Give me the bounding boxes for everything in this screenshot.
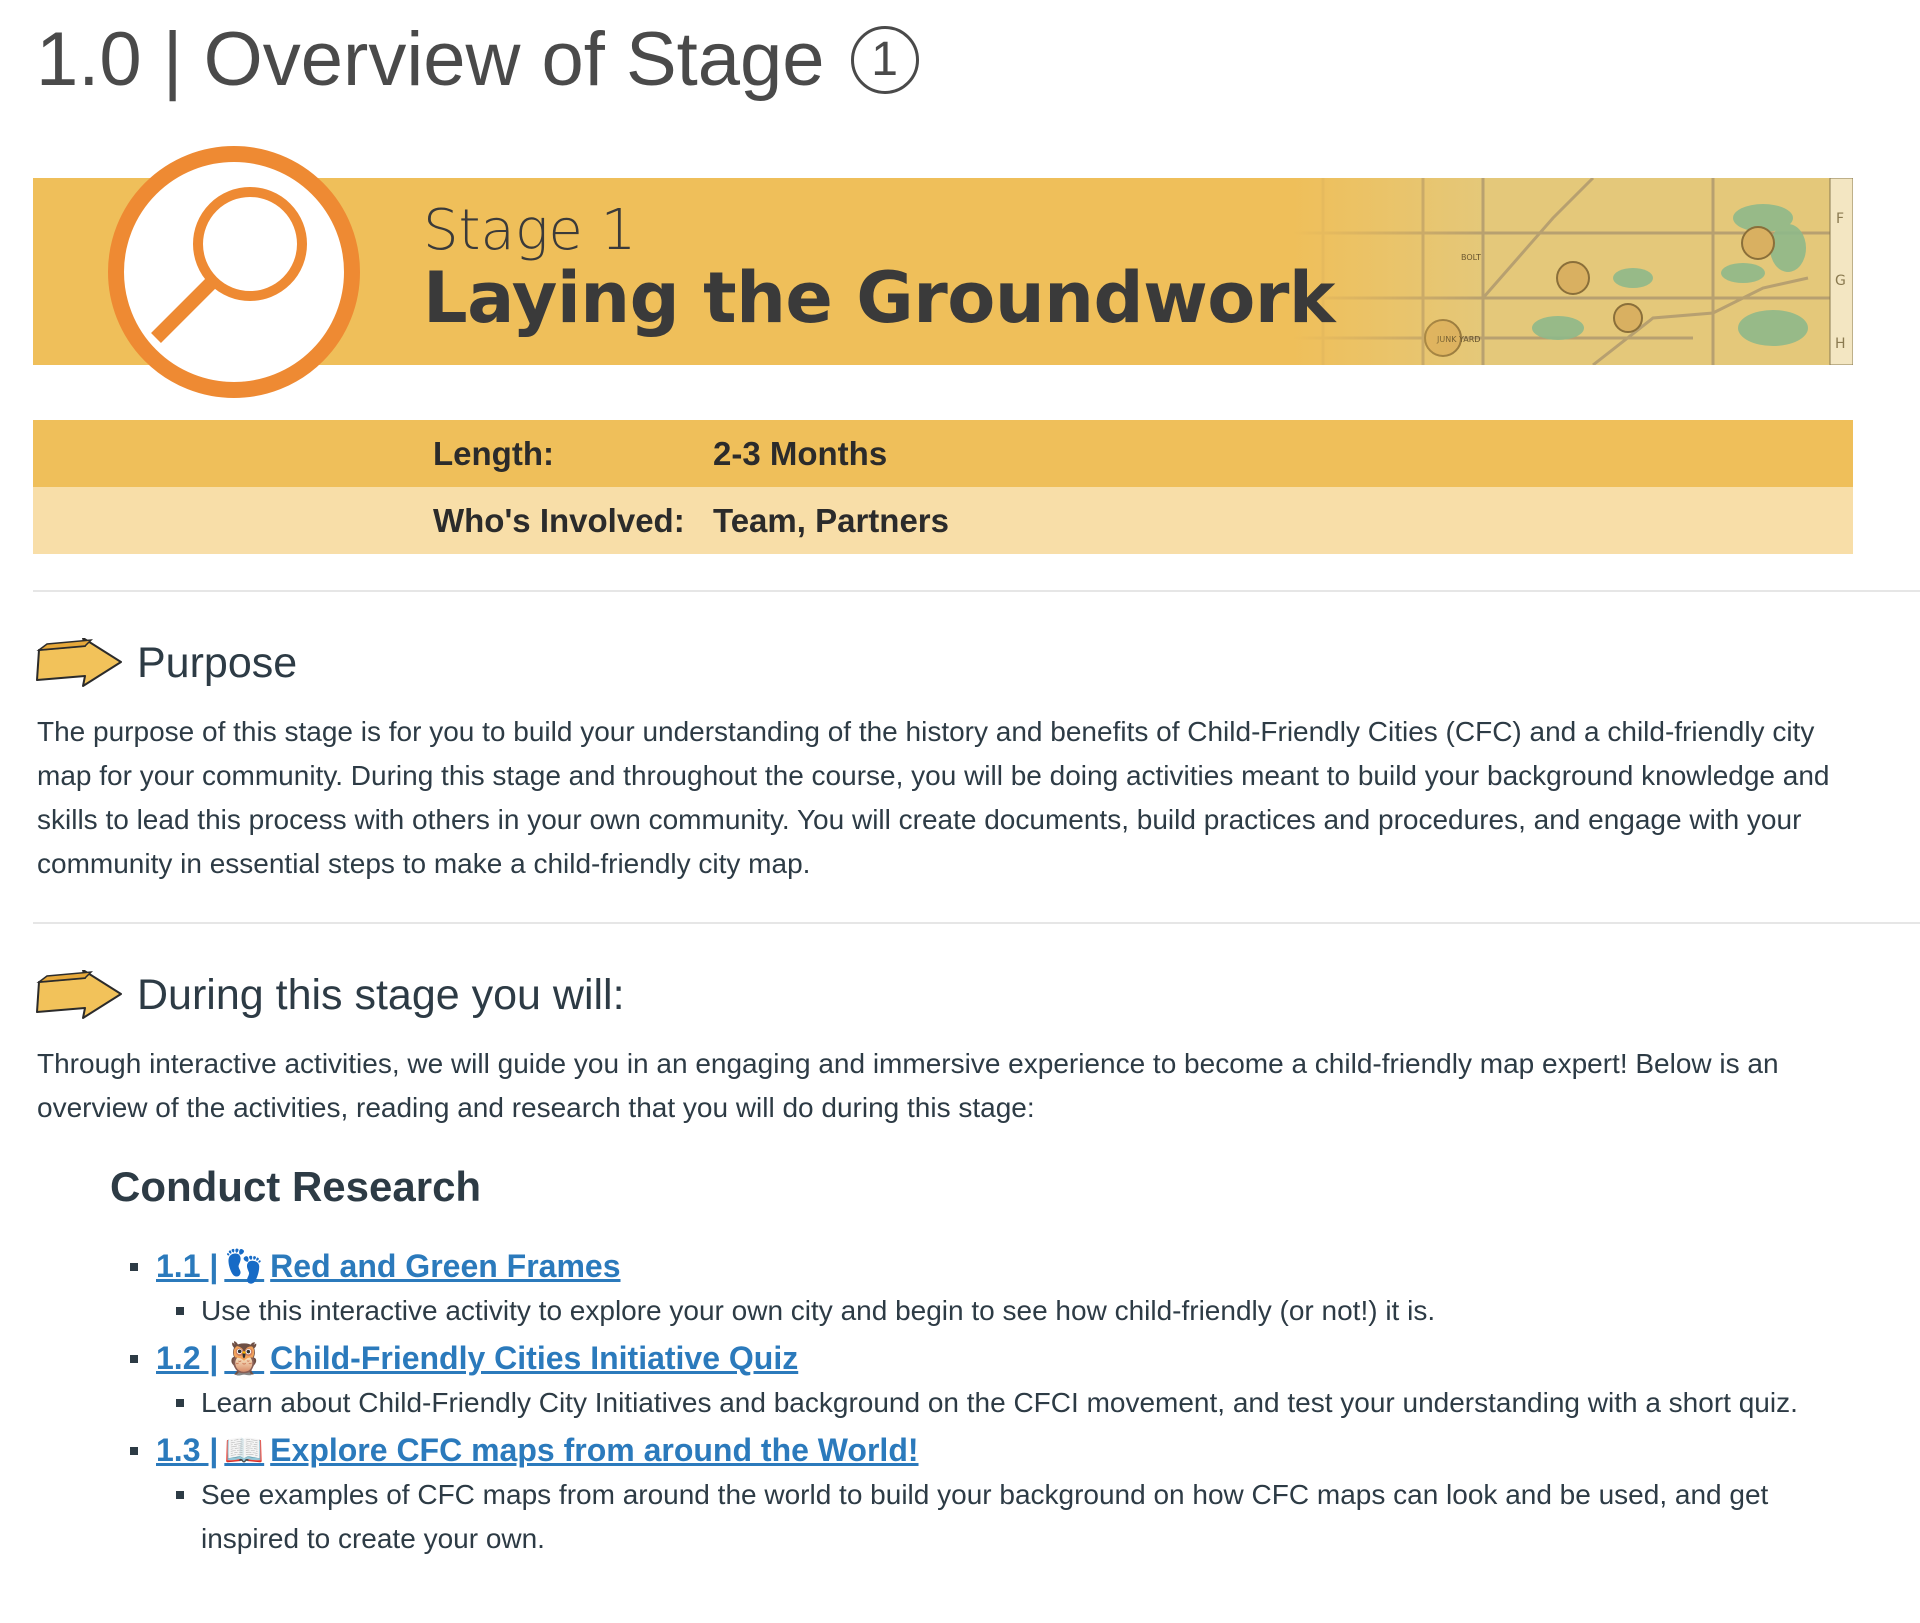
map-grid-letter-h: H [1835, 336, 1846, 352]
length-value: 2-3 Months [713, 434, 888, 472]
involved-value: Team, Partners [713, 501, 949, 539]
bullet [176, 1307, 184, 1315]
book-icon: 📖 [224, 1431, 265, 1469]
length-row [33, 420, 1853, 487]
activity-link-1-3[interactable] [156, 1427, 1830, 1473]
purpose-text: The purpose of this stage is for you to build your understanding of the history and benefits of Child-Friendly Cities (CFC) and a child-friendly city map for your community. During this stage and throughout the course, you will be doing activities meant to build your background knowledge and skills to lead this process with others in your own community. You will create documents, build practices and procedures, and engage with your community in essential steps to make a child-friendly city map. [37, 716, 1830, 879]
map-grid-letter-f: F [1836, 211, 1845, 227]
activity-label: Child-Friendly Cities Initiative Quiz [270, 1339, 799, 1376]
divider [33, 590, 1920, 592]
activity-link-1-2[interactable] [156, 1335, 1830, 1381]
map-grid-letter-g: G [1835, 273, 1846, 289]
activity-number: 1.1 | [156, 1247, 219, 1284]
stage-title: Laying the Groundwork [423, 256, 1335, 339]
arrow-right-icon [33, 970, 123, 1020]
bullet [176, 1399, 184, 1407]
stage-label: Stage 1 [423, 198, 637, 263]
list-item [130, 1427, 1830, 1561]
during-heading [33, 970, 625, 1020]
page-title [36, 16, 919, 103]
conduct-research-heading: Conduct Research [110, 1163, 482, 1210]
length-label: Length: [433, 434, 554, 472]
activity-link-1-1[interactable] [156, 1243, 1830, 1289]
stage-info-table [33, 420, 1853, 554]
activity-label: Explore CFC maps from around the World! [270, 1431, 919, 1468]
divider [33, 922, 1920, 924]
activity-number: 1.2 | [156, 1339, 219, 1376]
bullet [130, 1263, 138, 1271]
activity-description: See examples of CFC maps from around the world to build your background on how CFC maps can look and be used, and get inspired to create your own. [201, 1479, 1769, 1554]
purpose-heading [33, 638, 297, 688]
stage-number-circle: 1 [851, 26, 919, 94]
involved-row [33, 487, 1853, 554]
list-item [130, 1243, 1830, 1333]
during-title: During this stage you will: [137, 970, 625, 1019]
page-title-text: 1.0 | Overview of Stage [36, 17, 825, 102]
bullet [176, 1491, 184, 1499]
footprints-icon: 👣 [224, 1247, 265, 1285]
activity-list [130, 1243, 1830, 1563]
list-item [130, 1335, 1830, 1425]
owl-icon: 🦉 [224, 1339, 265, 1377]
involved-label: Who's Involved: [433, 501, 685, 539]
arrow-right-icon [33, 638, 123, 688]
activity-description: Use this interactive activity to explore your own city and begin to see how child-friendly (or not!) it is. [201, 1295, 1436, 1326]
purpose-title: Purpose [137, 638, 298, 687]
activity-number: 1.3 | [156, 1431, 219, 1468]
activity-label: Red and Green Frames [270, 1247, 621, 1284]
bullet [130, 1355, 138, 1363]
during-text: Through interactive activities, we will guide you in an engaging and immersive experience to become a child-friendly map expert! Below is an overview of the activities, reading and research that you will do during this stage: [37, 1048, 1779, 1123]
map-illustration [1293, 178, 1853, 365]
bullet [130, 1447, 138, 1455]
activity-description: Learn about Child-Friendly City Initiatives and background on the CFCI movement, and test your understanding with a short quiz. [201, 1387, 1798, 1418]
magnifying-glass-icon [104, 142, 364, 402]
banner-text [423, 198, 1335, 339]
